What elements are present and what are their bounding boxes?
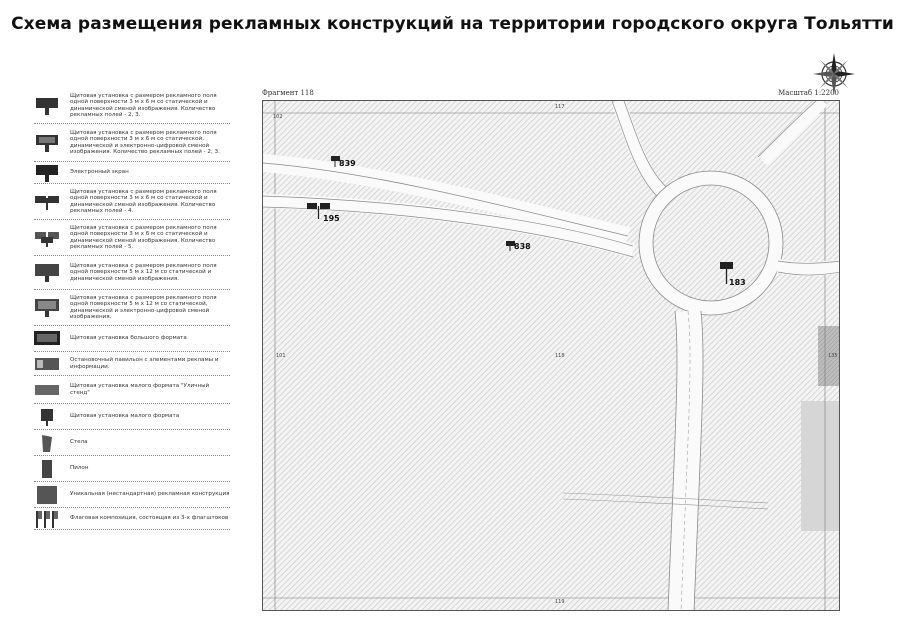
marker-label: 183 <box>729 278 746 287</box>
electronic-screen-icon <box>34 162 62 183</box>
legend-item <box>34 220 230 256</box>
building <box>801 401 840 531</box>
legend-item-label: Щитовая установка с размером рекламного поля одной поверхности 3 м х 6 м со статической и динамической сменой изображения. Количество рекламных полей - 2, 3. <box>70 92 217 118</box>
legend-item-label: Электронный экран <box>70 169 129 176</box>
legend-item <box>34 184 230 220</box>
legend-item <box>34 508 230 530</box>
legend-item-label: Щитовая установка с размером рекламного поля одной поверхности 5 м х 12 м со статической и динамической сменой изображения. <box>70 262 217 282</box>
legend-item-label: Щитовая установка малого формата "Уличный стенд" <box>70 383 210 396</box>
pylon-icon <box>34 456 62 481</box>
legend-item-label: Щитовая установка с размером рекламного поля одной поверхности 3 м х 6 м со статической и динамической сменой изображения. Количество рекламных полей - 5. <box>70 224 217 250</box>
marker-label: 838 <box>514 242 531 251</box>
unique-structure-icon <box>34 482 62 507</box>
stele-icon <box>34 430 62 455</box>
grid-number: 118 <box>555 353 565 359</box>
legend-item <box>34 376 230 404</box>
grid-number: 119 <box>555 599 565 605</box>
legend-item <box>34 482 230 508</box>
legend-item-label: Стела <box>70 439 88 446</box>
billboard-5x12-digital-icon <box>34 290 62 325</box>
grid-number: 135 <box>828 353 838 359</box>
legend-item-label: Щитовая установка большого формата <box>70 335 187 342</box>
marker-label: 195 <box>323 214 340 223</box>
grid-number: 101 <box>276 353 286 359</box>
billboard-3x6-digital-icon <box>34 124 62 161</box>
billboard-3x6-static-icon <box>34 88 62 123</box>
legend-item <box>34 456 230 482</box>
page-title: Схема размещения рекламных конструкций на территории городского округа Тольятти <box>11 14 894 34</box>
grid-number: 117 <box>555 104 565 110</box>
large-format-billboard-icon <box>34 326 62 351</box>
scale-label: Масштаб 1:2200 <box>778 89 839 97</box>
legend-item <box>34 162 230 184</box>
legend-item-label: Остановочный павильон с элементами рекламы и информации. <box>70 357 219 370</box>
legend-item-label: Щитовая установка малого формата <box>70 413 180 420</box>
legend <box>34 88 230 530</box>
legend-item-label: Щитовая установка с размером рекламного поля одной поверхности 5 м х 12 м со статической, динамической и электронно-цифровой сменой изображения. <box>70 294 217 320</box>
small-format-billboard-icon <box>34 404 62 429</box>
legend-item <box>34 124 230 162</box>
legend-item <box>34 326 230 352</box>
legend-item-label: Щитовая установка с размером рекламного поля одной поверхности 3 м х 6 м со статической, динамической и электронно-цифровой сменой изображения. Количество рекламных полей - 2, 3. <box>70 129 220 155</box>
billboard-3x6-four-fields-icon <box>34 184 62 219</box>
legend-item-label: Флаговая композиция, состоящая из 3-х флагштоков <box>70 515 229 522</box>
legend-item <box>34 352 230 376</box>
legend-item <box>34 404 230 430</box>
legend-item <box>34 256 230 290</box>
marker-label: 839 <box>339 159 356 168</box>
legend-item-label: Пилон <box>70 465 89 472</box>
billboard-3x6-five-fields-icon <box>34 220 62 255</box>
fragment-label: Фрагмент 118 <box>262 89 314 97</box>
info-stand-icon <box>34 376 62 403</box>
legend-item <box>34 290 230 326</box>
billboard-5x12-static-icon <box>34 256 62 289</box>
legend-item <box>34 430 230 456</box>
grid-number: 102 <box>273 114 283 120</box>
map-fragment[interactable] <box>262 100 840 611</box>
flag-composition-icon <box>34 508 62 529</box>
legend-item <box>34 88 230 124</box>
map-canvas <box>263 101 840 611</box>
bus-stop-pavilion-icon <box>34 352 62 375</box>
legend-item-label: Щитовая установка с размером рекламного поля одной поверхности 3 м х 6 м со статической и динамической сменой изображения. Количество рекламных полей - 4. <box>70 188 217 214</box>
legend-item-label: Уникальная (нестандартная) рекламная конструкция <box>70 491 230 498</box>
